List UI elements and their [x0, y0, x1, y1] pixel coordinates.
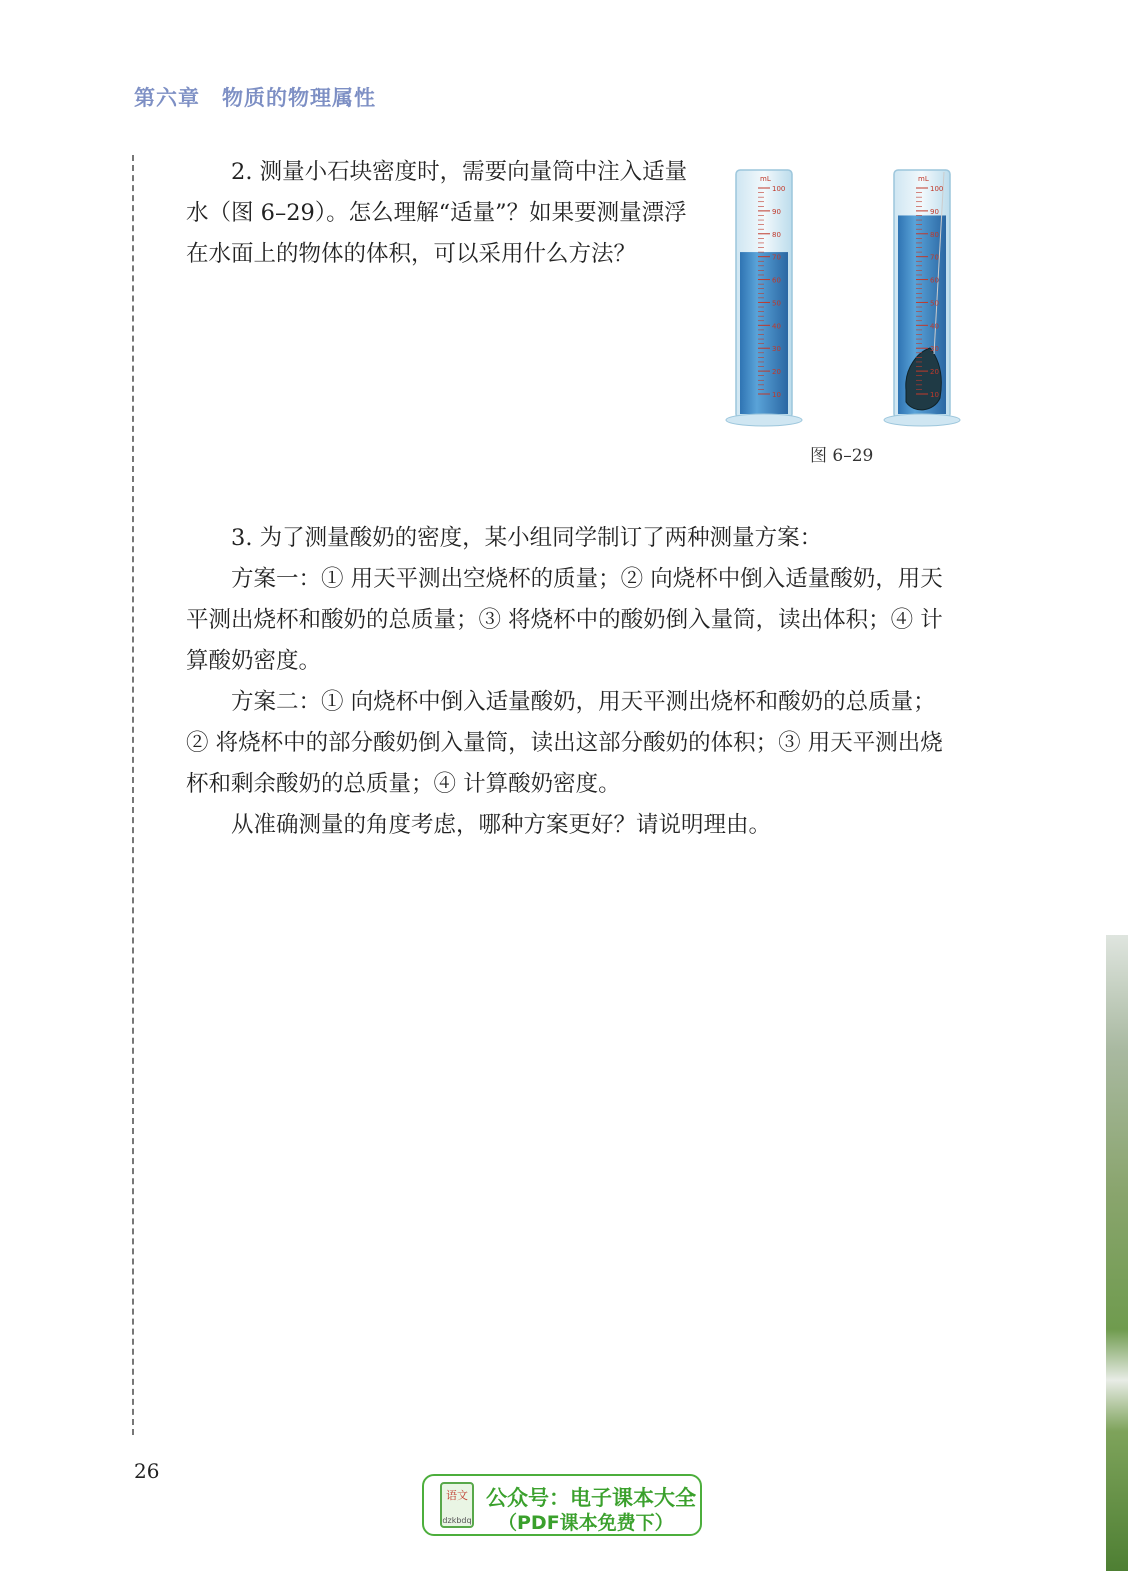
chapter-header: 第六章 物质的物理属性	[134, 85, 376, 110]
scale-tick-label: 100	[930, 185, 944, 193]
scale-tick-label: 70	[772, 253, 781, 262]
promo-banner	[422, 1474, 702, 1536]
unit-label: mL	[918, 175, 929, 183]
right-cylinder	[884, 170, 960, 426]
scale-tick-label: 80	[772, 230, 781, 239]
margin-dashed-rule	[132, 155, 134, 1435]
scale-tick-label: 30	[930, 345, 939, 354]
question-3-text	[186, 518, 958, 846]
plan-1-text: 方案一：① 用天平测出空烧杯的质量；② 向烧杯中倒入适量酸奶，用天平测出烧杯和酸奶的总质量；③ 将烧杯中的酸奶倒入量筒，读出体积；④ 计算酸奶密度。	[186, 566, 943, 674]
left-cylinder	[726, 170, 802, 426]
question-3-ask: 从准确测量的角度考虑，哪种方案更好？请说明理由。	[231, 812, 772, 838]
banner-line-1: 公众号：电子课本大全	[486, 1486, 696, 1510]
scale-tick-label: 40	[930, 322, 939, 331]
scale-tick-label: 50	[772, 299, 781, 308]
page-number: 26	[134, 1459, 160, 1483]
scale-tick-label: 80	[930, 230, 939, 239]
question-3-intro: 3. 为了测量酸奶的密度，某小组同学制订了两种测量方案：	[231, 525, 823, 551]
scale-tick-label: 100	[772, 185, 786, 193]
banner-line-2: （PDF课本免费下）	[498, 1512, 674, 1534]
graduated-cylinders-figure	[722, 162, 972, 432]
scale-tick-label: 60	[772, 276, 781, 285]
scale-tick-label: 10	[930, 391, 939, 399]
scale-tick-label: 30	[772, 345, 781, 354]
scale-tick-label: 90	[772, 207, 781, 216]
scale-tick-label: 70	[930, 253, 939, 262]
book-logo-icon	[440, 1482, 474, 1528]
scale-tick-label: 20	[772, 368, 781, 377]
question-2-text: 2. 测量小石块密度时，需要向量筒中注入适量水（图 6–29）。怎么理解“适量”？如果要测量漂浮在水面上的物体的体积，可以采用什么方法？	[186, 159, 688, 267]
scale-tick-label: 60	[930, 276, 939, 285]
logo-subtext: dzkbdq	[442, 1516, 472, 1525]
scale-tick-label: 20	[930, 368, 939, 377]
scale-tick-label: 90	[930, 207, 939, 216]
logo-text: 语文	[446, 1489, 468, 1502]
figure-caption: 图 6–29	[810, 446, 874, 466]
scale-tick-label: 40	[772, 322, 781, 331]
unit-label: mL	[760, 175, 771, 183]
scale-tick-label: 10	[772, 391, 781, 399]
plan-2-text: 方案二：① 向烧杯中倒入适量酸奶，用天平测出烧杯和酸奶的总质量；② 将烧杯中的部分酸奶倒入量筒，读出这部分酸奶的体积；③ 用天平测出烧杯和剩余酸奶的总质量；④ 计算酸奶密度。	[186, 689, 943, 797]
edge-photo-strip	[1106, 935, 1128, 1571]
scale-tick-label: 50	[930, 299, 939, 308]
